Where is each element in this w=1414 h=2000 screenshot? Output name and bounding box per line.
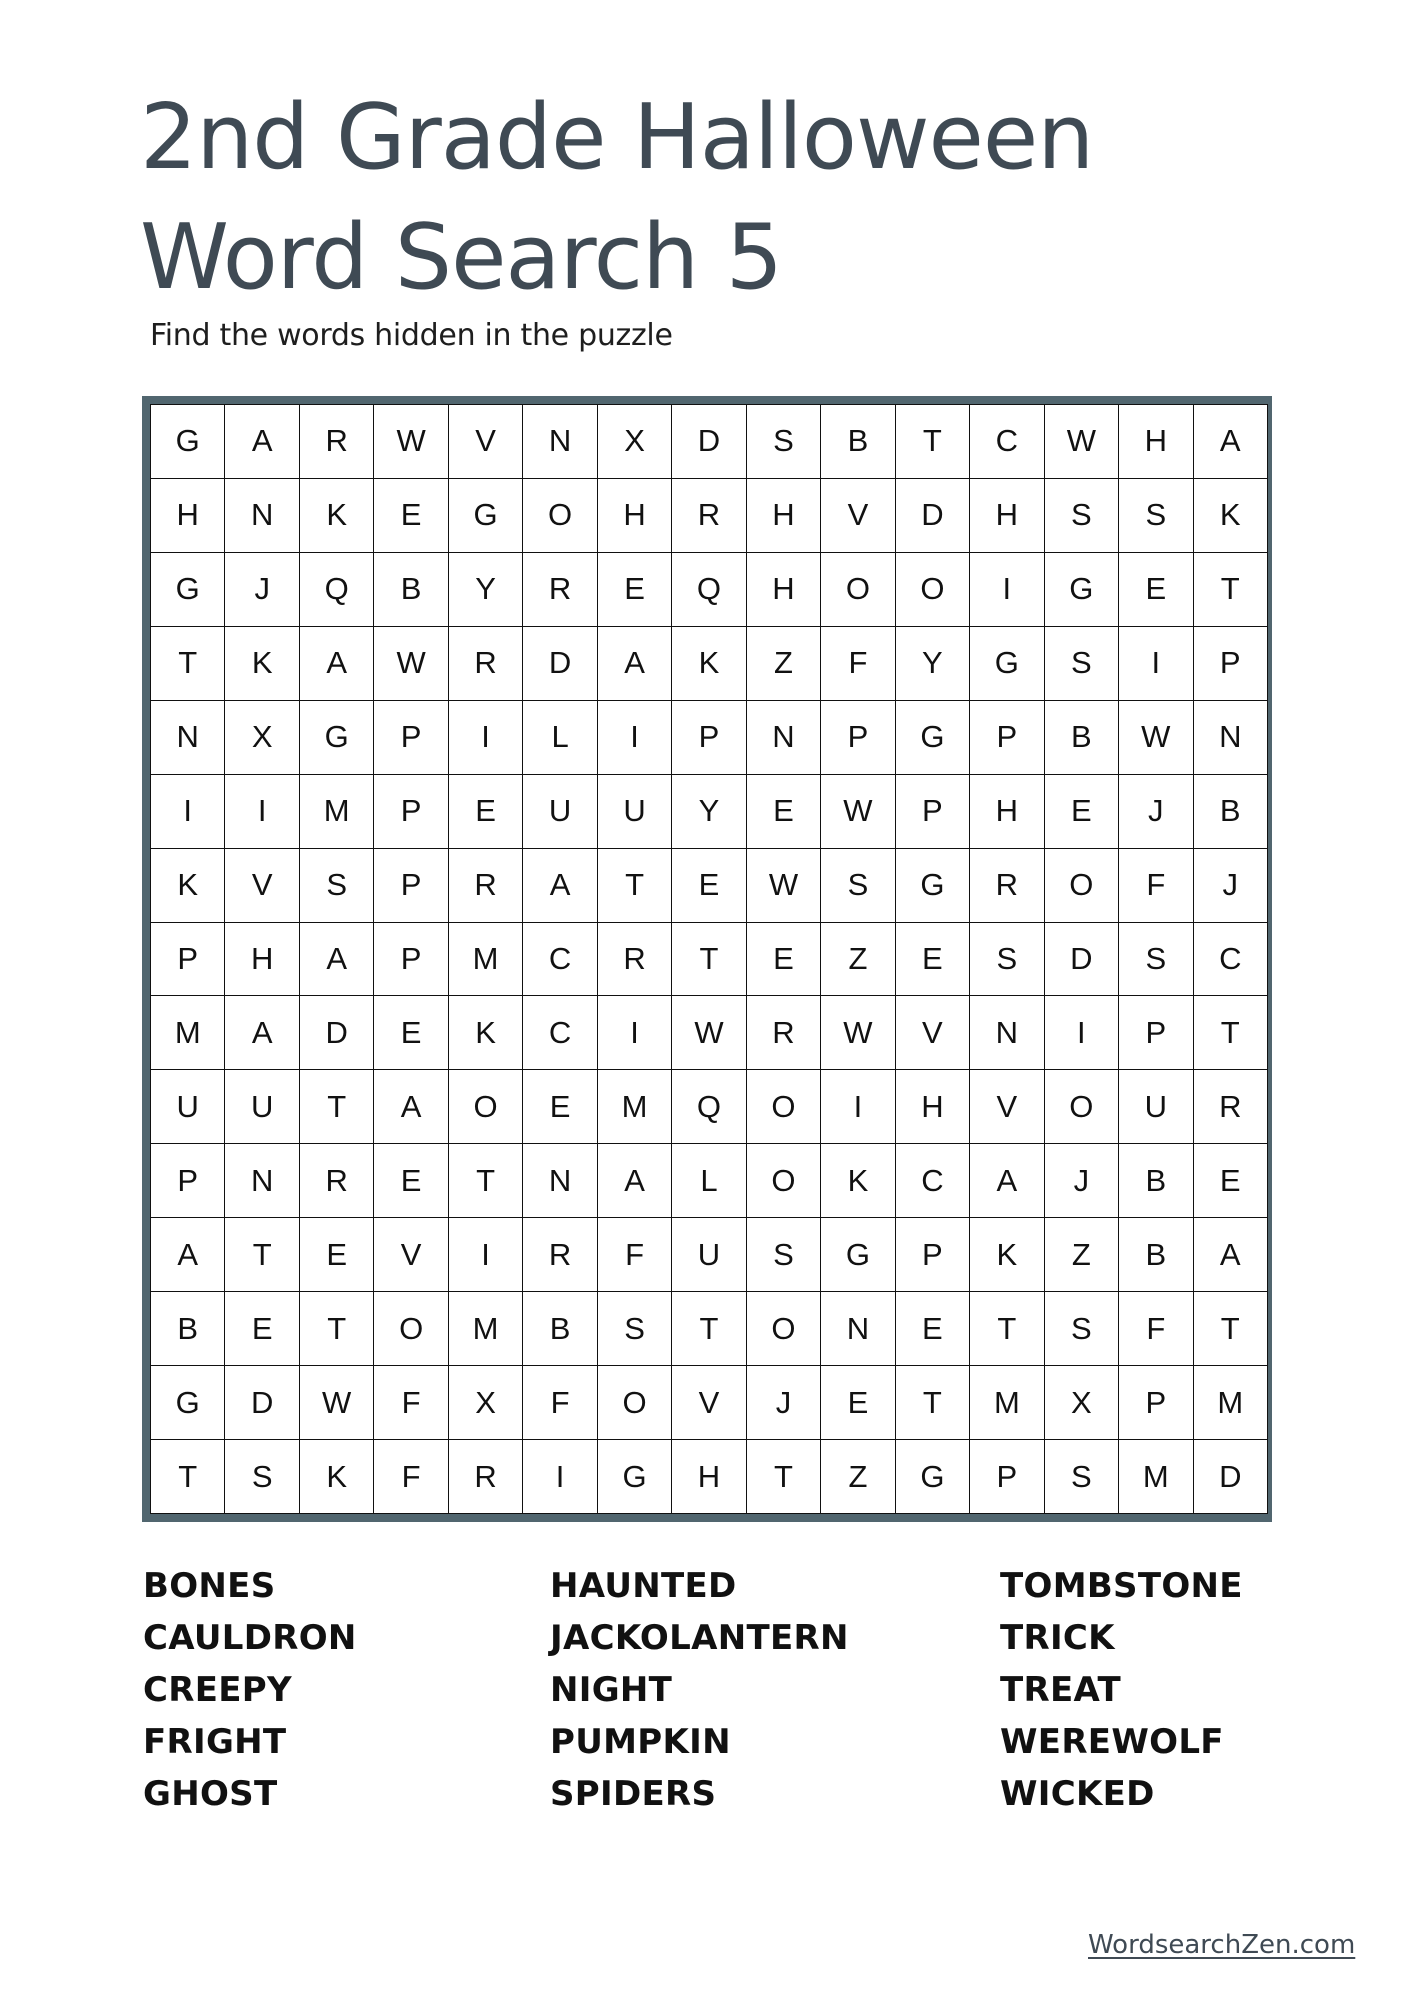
grid-cell[interactable]: T	[672, 923, 746, 997]
title-line-1: 2nd Grade Halloween	[140, 85, 1094, 190]
grid-cell[interactable]: G	[970, 627, 1044, 701]
grid-cell[interactable]: S	[1045, 627, 1119, 701]
grid-cell[interactable]: K	[970, 1218, 1044, 1292]
grid-cell[interactable]: C	[523, 996, 597, 1070]
grid-cell[interactable]: N	[821, 1292, 895, 1366]
grid-cell[interactable]: R	[523, 1218, 597, 1292]
grid-cell[interactable]: P	[151, 923, 225, 997]
grid-cell[interactable]: P	[896, 1218, 970, 1292]
grid-cell[interactable]: U	[225, 1070, 299, 1144]
grid-cell[interactable]: V	[821, 479, 895, 553]
grid-cell[interactable]: P	[1119, 996, 1193, 1070]
grid-cell[interactable]: R	[449, 627, 523, 701]
puzzle-frame	[142, 396, 1272, 1522]
grid-cell[interactable]: Y	[449, 553, 523, 627]
grid-cell[interactable]: A	[225, 405, 299, 479]
word-list-item: BONES	[143, 1566, 276, 1606]
grid-cell[interactable]: H	[970, 479, 1044, 553]
grid-cell[interactable]: W	[821, 996, 895, 1070]
grid-cell[interactable]: V	[225, 849, 299, 923]
grid-cell[interactable]: E	[1045, 775, 1119, 849]
grid-cell[interactable]: H	[598, 479, 672, 553]
grid-cell[interactable]: C	[523, 923, 597, 997]
grid-cell[interactable]: Z	[747, 627, 821, 701]
grid-cell[interactable]: E	[449, 775, 523, 849]
grid-cell[interactable]: H	[151, 479, 225, 553]
word-list-item: TREAT	[1000, 1670, 1121, 1710]
grid-cell[interactable]: R	[672, 479, 746, 553]
word-list-item: CAULDRON	[143, 1618, 357, 1658]
grid-cell[interactable]: A	[1194, 405, 1268, 479]
word-list-item: WICKED	[1000, 1774, 1155, 1814]
grid-cell[interactable]: I	[1119, 627, 1193, 701]
grid-cell[interactable]: F	[1119, 1292, 1193, 1366]
grid-cell[interactable]: T	[1194, 996, 1268, 1070]
grid-cell[interactable]: G	[449, 479, 523, 553]
grid-cell[interactable]: D	[1045, 923, 1119, 997]
grid-cell[interactable]: O	[747, 1292, 821, 1366]
grid-cell[interactable]: U	[598, 775, 672, 849]
grid-cell[interactable]: T	[151, 627, 225, 701]
grid-cell[interactable]: P	[672, 701, 746, 775]
grid-cell[interactable]: O	[374, 1292, 448, 1366]
grid-cell[interactable]: P	[1119, 1366, 1193, 1440]
grid-cell[interactable]: G	[896, 701, 970, 775]
grid-cell[interactable]: O	[523, 479, 597, 553]
grid-cell[interactable]: S	[1045, 479, 1119, 553]
grid-cell[interactable]: M	[151, 996, 225, 1070]
word-column-3	[1000, 1560, 1243, 1820]
grid-cell[interactable]: T	[1194, 1292, 1268, 1366]
grid-cell[interactable]: R	[747, 996, 821, 1070]
grid-cell[interactable]: U	[672, 1218, 746, 1292]
grid-cell[interactable]: O	[747, 1070, 821, 1144]
grid-cell[interactable]: Y	[896, 627, 970, 701]
grid-cell[interactable]: H	[970, 775, 1044, 849]
grid-cell[interactable]: A	[151, 1218, 225, 1292]
site-link[interactable]: WordsearchZen.com	[1088, 1930, 1356, 1960]
grid-cell[interactable]: K	[1194, 479, 1268, 553]
grid-cell[interactable]: I	[151, 775, 225, 849]
grid-cell[interactable]: P	[374, 923, 448, 997]
grid-cell[interactable]: G	[896, 1440, 970, 1514]
grid-cell[interactable]: J	[1119, 775, 1193, 849]
grid-cell[interactable]: I	[598, 996, 672, 1070]
grid-cell[interactable]: V	[672, 1366, 746, 1440]
grid-cell[interactable]: X	[598, 405, 672, 479]
grid-cell[interactable]: K	[151, 849, 225, 923]
grid-cell[interactable]: P	[896, 775, 970, 849]
grid-cell[interactable]: R	[300, 405, 374, 479]
grid-cell[interactable]: O	[449, 1070, 523, 1144]
grid-cell[interactable]: A	[300, 923, 374, 997]
grid-cell[interactable]: T	[672, 1292, 746, 1366]
grid-cell[interactable]: N	[747, 701, 821, 775]
grid-cell[interactable]: H	[1119, 405, 1193, 479]
grid-cell[interactable]: E	[896, 1292, 970, 1366]
grid-cell[interactable]: X	[1045, 1366, 1119, 1440]
grid-cell[interactable]: W	[1045, 405, 1119, 479]
grid-cell[interactable]: U	[151, 1070, 225, 1144]
grid-cell[interactable]: E	[374, 996, 448, 1070]
instructions: Find the words hidden in the puzzle	[150, 318, 673, 353]
grid-cell[interactable]: V	[374, 1218, 448, 1292]
letter-grid	[150, 404, 1268, 1514]
grid-cell[interactable]: E	[598, 553, 672, 627]
grid-cell[interactable]: E	[225, 1292, 299, 1366]
grid-cell[interactable]: R	[1194, 1070, 1268, 1144]
grid-cell[interactable]: P	[821, 701, 895, 775]
grid-cell[interactable]: A	[598, 627, 672, 701]
grid-cell[interactable]: A	[598, 1144, 672, 1218]
grid-cell[interactable]: E	[1119, 553, 1193, 627]
grid-cell[interactable]: S	[1119, 923, 1193, 997]
grid-cell[interactable]: U	[523, 775, 597, 849]
grid-cell[interactable]: H	[896, 1070, 970, 1144]
grid-cell[interactable]: T	[300, 1292, 374, 1366]
grid-cell[interactable]: B	[1194, 775, 1268, 849]
grid-cell[interactable]: H	[225, 923, 299, 997]
grid-cell[interactable]: M	[970, 1366, 1044, 1440]
grid-cell[interactable]: V	[449, 405, 523, 479]
grid-cell[interactable]: Q	[672, 553, 746, 627]
grid-cell[interactable]: A	[1194, 1218, 1268, 1292]
grid-cell[interactable]: B	[374, 553, 448, 627]
grid-cell[interactable]: L	[672, 1144, 746, 1218]
grid-cell[interactable]: O	[821, 553, 895, 627]
grid-cell[interactable]: D	[523, 627, 597, 701]
grid-cell[interactable]: P	[970, 701, 1044, 775]
grid-cell[interactable]: T	[896, 1366, 970, 1440]
grid-cell[interactable]: D	[1194, 1440, 1268, 1514]
grid-cell[interactable]: P	[374, 849, 448, 923]
grid-cell[interactable]: N	[225, 479, 299, 553]
grid-cell[interactable]: T	[1194, 553, 1268, 627]
grid-cell[interactable]: N	[151, 701, 225, 775]
grid-cell[interactable]: V	[970, 1070, 1044, 1144]
grid-cell[interactable]: Q	[672, 1070, 746, 1144]
grid-cell[interactable]: T	[151, 1440, 225, 1514]
grid-cell[interactable]: K	[225, 627, 299, 701]
grid-cell[interactable]: E	[747, 923, 821, 997]
word-list-item: WEREWOLF	[1000, 1722, 1224, 1762]
word-list-item: HAUNTED	[550, 1566, 737, 1606]
grid-cell[interactable]: S	[747, 405, 821, 479]
grid-cell[interactable]: S	[970, 923, 1044, 997]
grid-cell[interactable]: B	[1045, 701, 1119, 775]
grid-cell[interactable]: W	[374, 627, 448, 701]
grid-cell[interactable]: I	[598, 701, 672, 775]
grid-cell[interactable]: N	[225, 1144, 299, 1218]
grid-cell[interactable]: S	[598, 1292, 672, 1366]
grid-cell[interactable]: B	[1119, 1218, 1193, 1292]
grid-cell[interactable]: S	[1045, 1292, 1119, 1366]
grid-cell[interactable]: Z	[821, 1440, 895, 1514]
grid-cell[interactable]: W	[672, 996, 746, 1070]
grid-cell[interactable]: F	[821, 627, 895, 701]
grid-cell[interactable]: A	[300, 627, 374, 701]
grid-cell[interactable]: S	[1119, 479, 1193, 553]
grid-cell[interactable]: T	[300, 1070, 374, 1144]
grid-cell[interactable]: A	[523, 849, 597, 923]
grid-cell[interactable]: A	[970, 1144, 1044, 1218]
grid-cell[interactable]: B	[523, 1292, 597, 1366]
grid-cell[interactable]: K	[300, 1440, 374, 1514]
grid-cell[interactable]: O	[598, 1366, 672, 1440]
grid-cell[interactable]: S	[821, 849, 895, 923]
grid-cell[interactable]: R	[300, 1144, 374, 1218]
grid-cell[interactable]: E	[672, 849, 746, 923]
grid-cell[interactable]: U	[1119, 1070, 1193, 1144]
grid-cell[interactable]: M	[449, 1292, 523, 1366]
grid-cell[interactable]: F	[598, 1218, 672, 1292]
page-title	[140, 78, 1093, 318]
grid-cell[interactable]: K	[449, 996, 523, 1070]
grid-cell[interactable]: I	[449, 1218, 523, 1292]
grid-cell[interactable]: I	[225, 775, 299, 849]
grid-cell[interactable]: G	[821, 1218, 895, 1292]
grid-cell[interactable]: N	[970, 996, 1044, 1070]
grid-cell[interactable]: A	[374, 1070, 448, 1144]
grid-cell[interactable]: E	[896, 923, 970, 997]
grid-cell[interactable]: R	[449, 849, 523, 923]
grid-cell[interactable]: F	[1119, 849, 1193, 923]
grid-cell[interactable]: G	[151, 1366, 225, 1440]
grid-cell[interactable]: G	[896, 849, 970, 923]
grid-cell[interactable]: R	[598, 923, 672, 997]
grid-cell[interactable]: I	[449, 701, 523, 775]
grid-cell[interactable]: S	[225, 1440, 299, 1514]
grid-cell[interactable]: T	[747, 1440, 821, 1514]
grid-cell[interactable]: F	[374, 1440, 448, 1514]
grid-cell[interactable]: I	[970, 553, 1044, 627]
grid-cell[interactable]: Z	[1045, 1218, 1119, 1292]
grid-cell[interactable]: T	[225, 1218, 299, 1292]
grid-cell[interactable]: D	[300, 996, 374, 1070]
grid-cell[interactable]: R	[449, 1440, 523, 1514]
grid-cell[interactable]: E	[821, 1366, 895, 1440]
grid-cell[interactable]: O	[896, 553, 970, 627]
grid-cell[interactable]: D	[225, 1366, 299, 1440]
grid-cell[interactable]: J	[225, 553, 299, 627]
word-list-item: GHOST	[143, 1774, 278, 1814]
word-list	[143, 1560, 1343, 1840]
grid-cell[interactable]: M	[598, 1070, 672, 1144]
grid-cell[interactable]: N	[523, 405, 597, 479]
word-list-item: NIGHT	[550, 1670, 673, 1710]
grid-cell[interactable]: B	[821, 405, 895, 479]
grid-cell[interactable]: C	[970, 405, 1044, 479]
grid-cell[interactable]: T	[896, 405, 970, 479]
grid-cell[interactable]: K	[300, 479, 374, 553]
grid-cell[interactable]: T	[970, 1292, 1044, 1366]
grid-cell[interactable]: E	[747, 775, 821, 849]
grid-cell[interactable]: D	[672, 405, 746, 479]
grid-cell[interactable]: L	[523, 701, 597, 775]
grid-cell[interactable]: C	[1194, 923, 1268, 997]
grid-cell[interactable]: B	[1119, 1144, 1193, 1218]
grid-cell[interactable]: W	[300, 1366, 374, 1440]
word-column-2	[550, 1560, 849, 1820]
grid-cell[interactable]: H	[672, 1440, 746, 1514]
grid-cell[interactable]: O	[747, 1144, 821, 1218]
grid-cell[interactable]: H	[747, 553, 821, 627]
grid-cell[interactable]: W	[1119, 701, 1193, 775]
grid-cell[interactable]: S	[747, 1218, 821, 1292]
title-line-2: Word Search 5	[140, 205, 783, 310]
grid-cell[interactable]: T	[598, 849, 672, 923]
grid-cell[interactable]: E	[1194, 1144, 1268, 1218]
grid-cell[interactable]: W	[747, 849, 821, 923]
grid-cell[interactable]: Y	[672, 775, 746, 849]
grid-cell[interactable]: I	[1045, 996, 1119, 1070]
grid-cell[interactable]: E	[374, 479, 448, 553]
grid-cell[interactable]: M	[449, 923, 523, 997]
grid-cell[interactable]: E	[374, 1144, 448, 1218]
word-list-item: SPIDERS	[550, 1774, 717, 1814]
grid-cell[interactable]: G	[598, 1440, 672, 1514]
grid-cell[interactable]: R	[523, 553, 597, 627]
word-list-item: FRIGHT	[143, 1722, 287, 1762]
grid-cell[interactable]: B	[151, 1292, 225, 1366]
word-list-item: CREEPY	[143, 1670, 292, 1710]
word-list-item: TRICK	[1000, 1618, 1115, 1658]
grid-cell[interactable]: I	[821, 1070, 895, 1144]
grid-cell[interactable]: Z	[821, 923, 895, 997]
grid-cell[interactable]: G	[1045, 553, 1119, 627]
grid-cell[interactable]: P	[1194, 627, 1268, 701]
grid-cell[interactable]: P	[374, 701, 448, 775]
grid-cell[interactable]: J	[1045, 1144, 1119, 1218]
grid-cell[interactable]: E	[523, 1070, 597, 1144]
grid-cell[interactable]: P	[151, 1144, 225, 1218]
grid-cell[interactable]: X	[449, 1366, 523, 1440]
grid-cell[interactable]: M	[1194, 1366, 1268, 1440]
grid-cell[interactable]: F	[523, 1366, 597, 1440]
word-column-1	[143, 1560, 357, 1820]
grid-cell[interactable]: K	[821, 1144, 895, 1218]
grid-cell[interactable]: G	[300, 701, 374, 775]
grid-cell[interactable]: P	[970, 1440, 1044, 1514]
grid-cell[interactable]: D	[896, 479, 970, 553]
grid-cell[interactable]: J	[1194, 849, 1268, 923]
grid-cell[interactable]: P	[374, 775, 448, 849]
grid-cell[interactable]: M	[1119, 1440, 1193, 1514]
grid-cell[interactable]: Q	[300, 553, 374, 627]
grid-cell[interactable]: C	[896, 1144, 970, 1218]
grid-cell[interactable]: S	[1045, 1440, 1119, 1514]
grid-cell[interactable]: O	[1045, 1070, 1119, 1144]
grid-cell[interactable]: O	[1045, 849, 1119, 923]
word-list-item: TOMBSTONE	[1000, 1566, 1243, 1606]
grid-cell[interactable]: H	[747, 479, 821, 553]
grid-cell[interactable]: V	[896, 996, 970, 1070]
grid-cell[interactable]: N	[1194, 701, 1268, 775]
grid-cell[interactable]: A	[225, 996, 299, 1070]
grid-cell[interactable]: J	[747, 1366, 821, 1440]
word-list-item: JACKOLANTERN	[550, 1618, 849, 1658]
grid-cell[interactable]: R	[970, 849, 1044, 923]
grid-cell[interactable]: S	[300, 849, 374, 923]
grid-cell[interactable]: N	[523, 1144, 597, 1218]
grid-cell[interactable]: X	[225, 701, 299, 775]
grid-cell[interactable]: T	[449, 1144, 523, 1218]
grid-cell[interactable]: W	[374, 405, 448, 479]
grid-cell[interactable]: K	[672, 627, 746, 701]
grid-cell[interactable]: G	[151, 553, 225, 627]
word-list-item: PUMPKIN	[550, 1722, 731, 1762]
grid-cell[interactable]: G	[151, 405, 225, 479]
grid-cell[interactable]: W	[821, 775, 895, 849]
grid-cell[interactable]: M	[300, 775, 374, 849]
grid-cell[interactable]: E	[300, 1218, 374, 1292]
grid-cell[interactable]: F	[374, 1366, 448, 1440]
grid-cell[interactable]: I	[523, 1440, 597, 1514]
